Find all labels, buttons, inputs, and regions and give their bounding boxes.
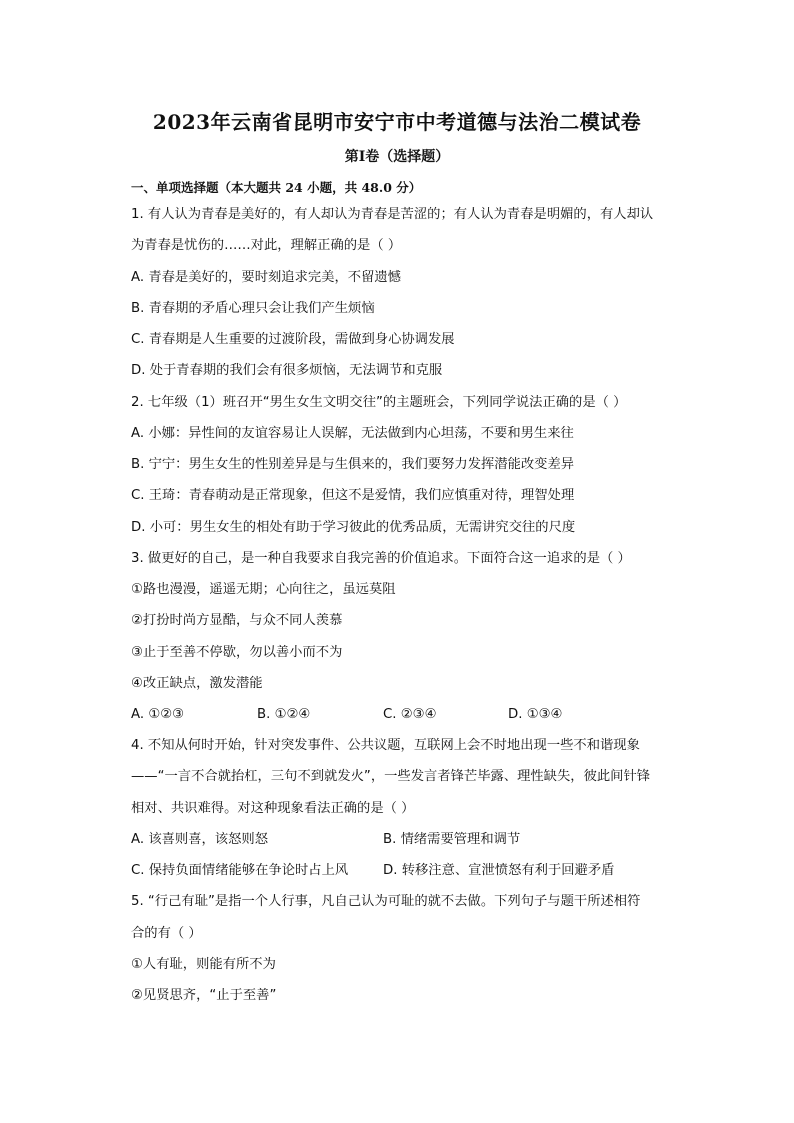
question-5-statement-1: ①人有耻，则能有所不为	[131, 957, 276, 972]
question-5-line: 合的有（ ）	[131, 926, 202, 941]
question-3-option-d: D. ①③④	[508, 707, 563, 722]
question-4-line: 4. 不知从何时开始，针对突发事件、公共议题，互联网上会不时地出现一些不和谐现象	[131, 738, 640, 753]
question-4-option-d: D. 转移注意、宣泄愤怒有利于回避矛盾	[383, 863, 615, 878]
page-title: 2023年云南省昆明市安宁市中考道德与法治二模试卷	[152, 110, 642, 134]
question-3-option-b: B. ①②④	[257, 707, 311, 722]
question-3-statement-4: ④改正缺点，激发潜能	[131, 676, 263, 691]
question-3-statement-1: ①路也漫漫，遥遥无期；心向往之，虽远莫阻	[131, 582, 396, 597]
question-1-line: 1. 有人认为青春是美好的，有人却认为青春是苦涩的；有人认为青春是明媚的，有人却认	[131, 207, 654, 222]
question-5-statement-2: ②见贤思齐，“止于至善”	[131, 988, 277, 1003]
question-2-option-d: D. 小可：男生女生的相处有助于学习彼此的优秀品质，无需讲究交往的尺度	[131, 520, 576, 535]
question-3-option-a: A. ①②③	[131, 707, 185, 722]
question-2-option-b: B. 宁宁：男生女生的性别差异是与生俱来的，我们要努力发挥潜能改变差异	[131, 457, 575, 472]
question-3-statement-3: ③止于至善不停歇，勿以善小而不为	[131, 645, 343, 660]
question-3-line: 3. 做更好的自己，是一种自我要求自我完善的价值追求。下面符合这一追求的是（ ）	[131, 551, 631, 566]
question-1-line: 为青春是忧伤的……对此，理解正确的是（ ）	[131, 238, 402, 253]
question-2-option-c: C. 王琦：青春萌动是正常现象，但这不是爱情，我们应慎重对待，理智处理	[131, 488, 575, 503]
question-3-statement-2: ②打扮时尚方显酷，与众不同人羡慕	[131, 613, 343, 628]
section-heading: 一、单项选择题（本大题共 24 小题，共 48.0 分）	[131, 180, 422, 195]
question-4-option-a: A. 该喜则喜，该怒则怒	[131, 832, 268, 847]
volume-subtitle: 第I卷（选择题）	[344, 149, 450, 165]
question-2-line: 2. 七年级（1）班召开“男生女生文明交往”的主题班会，下列同学说法正确的是（ ）	[131, 395, 627, 410]
question-1-option-a: A. 青春是美好的，要时刻追求完美，不留遗憾	[131, 270, 401, 285]
question-4-line: 相对、共识难得。对这种现象看法正确的是（ ）	[131, 801, 415, 816]
question-5-line: 5. “行己有耻”是指一个人行事，凡自己认为可耻的就不去做。下列句子与题干所述相符	[131, 894, 641, 909]
question-2-option-a: A. 小娜：异性间的友谊容易让人误解，无法做到内心坦荡，不要和男生来往	[131, 426, 574, 441]
question-1-option-c: C. 青春期是人生重要的过渡阶段，需做到身心协调发展	[131, 332, 455, 347]
question-4-option-c: C. 保持负面情绪能够在争论时占上风	[131, 863, 349, 878]
question-4-line: ——“一言不合就抬杠，三句不到就发火”，一些发言者锋芒毕露、理性缺失，彼此间针锋	[131, 769, 651, 784]
question-3-option-c: C. ②③④	[383, 707, 437, 722]
question-1-option-b: B. 青春期的矛盾心理只会让我们产生烦恼	[131, 301, 375, 316]
question-1-option-d: D. 处于青春期的我们会有很多烦恼，无法调节和克服	[131, 363, 443, 378]
question-4-option-b: B. 情绪需要管理和调节	[383, 832, 521, 847]
